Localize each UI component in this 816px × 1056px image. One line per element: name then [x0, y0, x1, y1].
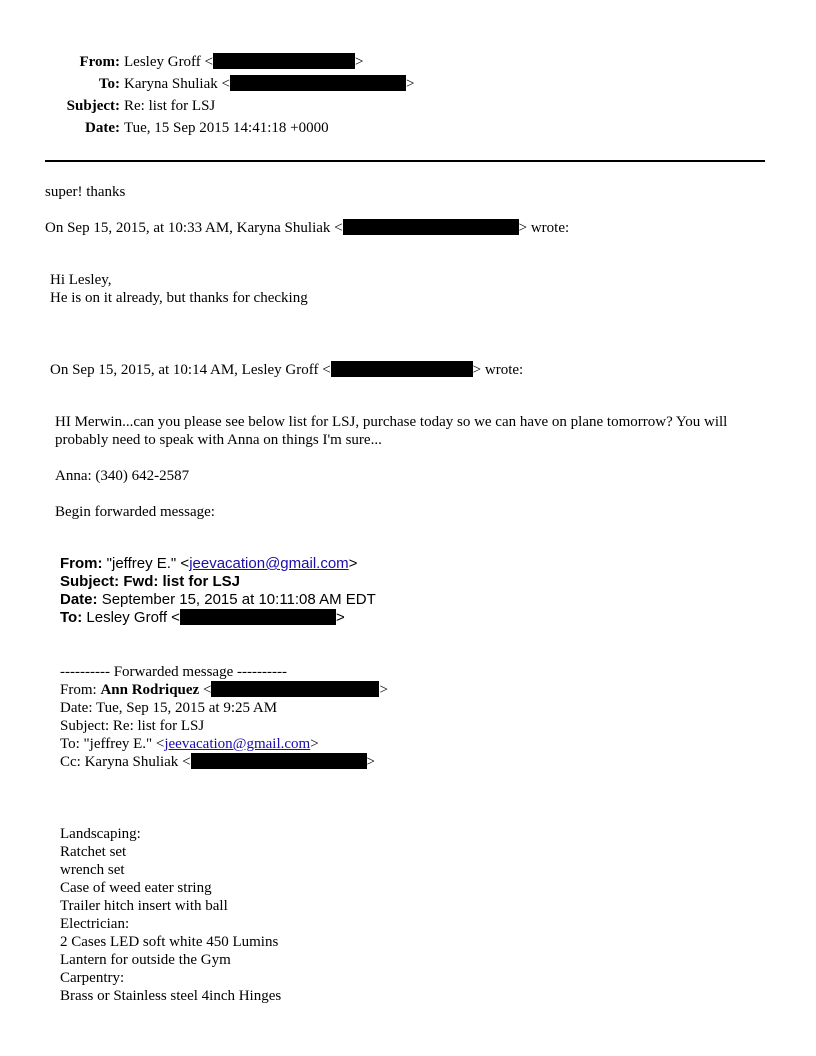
- list-item: Lantern for outside the Gym: [60, 952, 231, 968]
- redaction-box: [213, 53, 355, 69]
- fwd1-subject-label: Subject:: [60, 573, 120, 590]
- fwd2-date: Date: Tue, Sep 15, 2015 at 9:25 AM: [60, 700, 278, 716]
- redaction-box: [331, 361, 473, 377]
- subject-label: Subject:: [66, 98, 120, 114]
- redaction-box: [211, 681, 379, 697]
- list-item: 2 Cases LED soft white 450 Lumins: [60, 934, 279, 950]
- shopping-list: [60, 825, 281, 1005]
- fwd2-to-email-link[interactable]: jeevacation@gmail.com: [164, 736, 311, 752]
- list-item: Trailer hitch insert with ball: [60, 898, 228, 914]
- list-item: wrench set: [60, 862, 125, 878]
- list-item: Landscaping:: [60, 826, 141, 842]
- from-name: Lesley Groff: [124, 54, 201, 70]
- merwin-paragraph: HI Merwin...can you please see below list for LSJ, purchase today so we can have on plane tomorrow? You will probably need to speak with Anna on things I'm sure...: [55, 414, 728, 448]
- anna-phone: Anna: (340) 642-2587: [55, 468, 190, 484]
- to-name: Karyna Shuliak: [124, 76, 218, 92]
- fwd1-from-label: From:: [60, 555, 103, 572]
- fwd2-from: From: Ann Rodriquez < >: [60, 682, 388, 698]
- fwd1-date: [60, 591, 376, 609]
- redaction-box: [230, 75, 406, 91]
- fwd1-to: To: Lesley Groff < >: [60, 609, 345, 626]
- quote1-suffix: wrote:: [530, 220, 570, 236]
- fwd2-from-name: Ann Rodriquez: [100, 682, 200, 698]
- fwd2-cc: Cc: Karyna Shuliak < >: [60, 754, 375, 770]
- fwd2-from-label: From:: [60, 682, 97, 698]
- date-value: Tue, 15 Sep 2015 14:41:18 +0000: [124, 120, 329, 136]
- fwd2-separator: ---------- Forwarded message ----------: [60, 664, 287, 680]
- fwd1-to-name: Lesley Groff: [86, 609, 167, 626]
- from-label: From:: [79, 54, 120, 70]
- list-item: Brass or Stainless steel 4inch Hinges: [60, 988, 282, 1004]
- list-item: Carpentry:: [60, 970, 125, 986]
- quote2-prefix: On Sep 15, 2015, at 10:14 AM, Lesley Groff: [50, 362, 319, 378]
- fwd1-to-label: To:: [60, 609, 83, 626]
- fwd1-from-email-link[interactable]: jeevacation@gmail.com: [189, 555, 349, 572]
- quote1-attribution: On Sep 15, 2015, at 10:33 AM, Karyna Shuliak < > wrote:: [45, 220, 570, 236]
- from-value: Lesley Groff < >: [124, 54, 364, 70]
- date-label: Date:: [85, 120, 120, 136]
- fwd2-cc-prefix: Cc: Karyna Shuliak: [60, 754, 179, 770]
- to-label: To:: [98, 76, 120, 92]
- reply-text: super! thanks: [45, 184, 126, 200]
- quote2-attribution: On Sep 15, 2015, at 10:14 AM, Lesley Groff < > wrote:: [50, 362, 524, 378]
- redaction-box: [180, 609, 336, 625]
- list-item: Electrician:: [60, 916, 130, 932]
- subject-value: Re: list for LSJ: [124, 98, 216, 114]
- greeting-line: Hi Lesley,: [50, 272, 112, 288]
- header-divider: [45, 160, 765, 162]
- redaction-box: [191, 753, 367, 769]
- fwd1-subject: [60, 573, 240, 591]
- to-value: Karyna Shuliak < >: [124, 76, 415, 92]
- fwd1-subject-value: Fwd: list for LSJ: [123, 573, 241, 590]
- redaction-box: [343, 219, 519, 235]
- fwd1-from-name: "jeffrey E.": [106, 555, 177, 572]
- quote1-prefix: On Sep 15, 2015, at 10:33 AM, Karyna Shuliak: [45, 220, 331, 236]
- fwd2-subject: Subject: Re: list for LSJ: [60, 718, 205, 734]
- list-item: Case of weed eater string: [60, 880, 212, 896]
- fwd2-to: To: "jeffrey E." <jeevacation@gmail.com>: [60, 736, 319, 752]
- fwd1-from: From: "jeffrey E." <jeevacation@gmail.com>: [60, 555, 358, 572]
- begin-forwarded: Begin forwarded message:: [55, 504, 215, 520]
- greeting-line-2: He is on it already, but thanks for checking: [50, 290, 308, 306]
- list-item: Ratchet set: [60, 844, 127, 860]
- fwd2-to-prefix: To: "jeffrey E.": [60, 736, 153, 752]
- fwd1-date-value: September 15, 2015 at 10:11:08 AM EDT: [101, 591, 376, 608]
- quote2-suffix: wrote:: [484, 362, 524, 378]
- fwd1-date-label: Date:: [60, 591, 98, 608]
